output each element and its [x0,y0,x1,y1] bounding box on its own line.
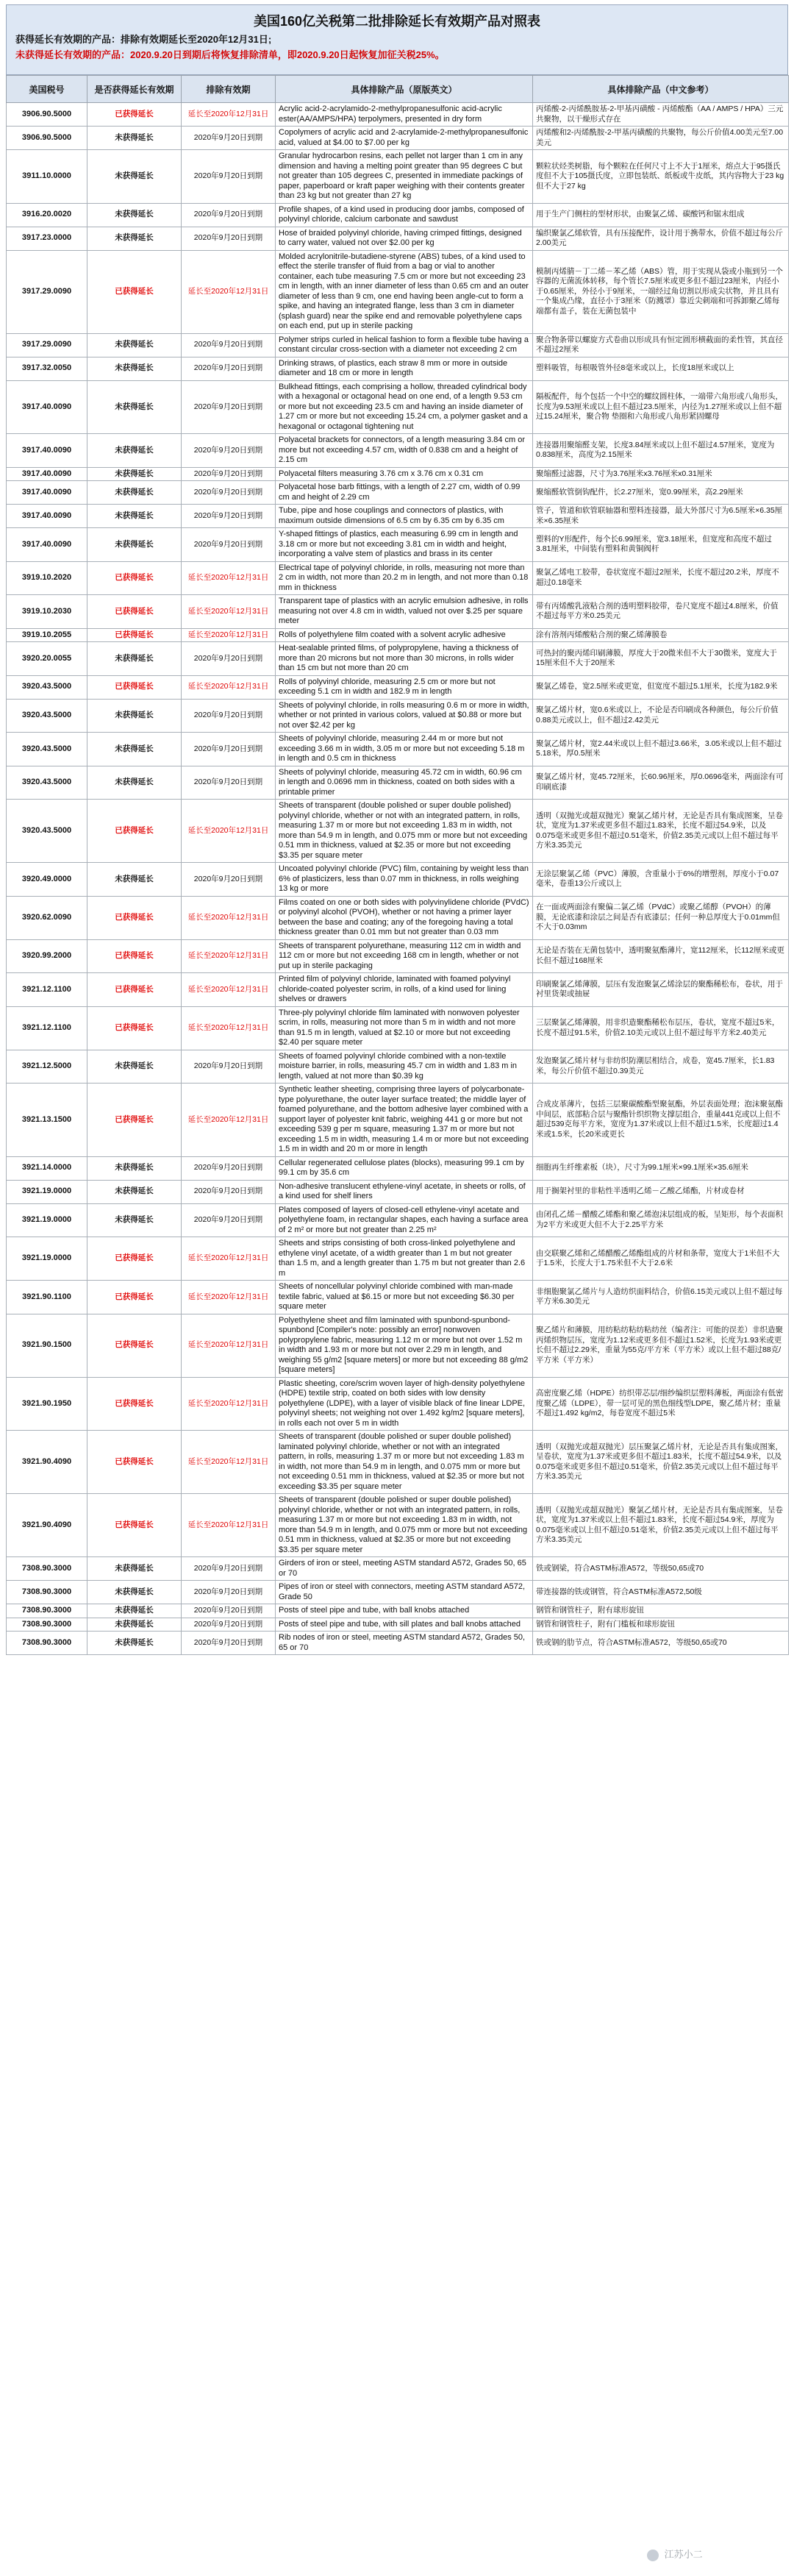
hts-code-cell: 3921.12.1100 [7,1006,87,1050]
product-en-cell: Tube, pipe and hose couplings and connectors of plastics, with maximum outside dimensions of 6.5 cm by 6.35 cm by 6.35 cm [276,505,533,528]
hts-code-cell: 3920.43.5000 [7,699,87,733]
validity-cell: 2020年9月20日到期 [182,1050,276,1084]
table-row [7,1377,789,1431]
hts-code-cell: 3917.40.0090 [7,481,87,505]
table-row [7,481,789,505]
extension-status-cell: 已获得延长 [87,1431,182,1494]
hts-code-cell: 3911.10.0000 [7,150,87,204]
page-title: 美国160亿关税第二批排除延长有效期产品对照表 [253,14,541,29]
product-en-cell: Plastic sheeting, core/scrim woven layer of high-density polyethylene (HDPE) textile strip, coated on both sides with low density polyethylene (LDPE), with a layer of visible black of fine linear LDPE, polyvinyl sheets; not weighing not over 1.492 kg/m2 [square meters], in rolls each not over 5 m in width [276,1377,533,1431]
product-cn-cell: 编织聚氯乙烯软管，具有压接配件，设计用于携带水，价值不超过每公斤2.00美元 [533,227,789,250]
extension-status-cell: 未获得延长 [87,699,182,733]
product-en-cell: Sheets and strips consisting of both cross-linked polyethylene and ethylene vinyl acetate, of a width greater than 1 m but not greater than 1.5 m, and a length greater than 1.75 m but not greater than 2.6 m [276,1237,533,1281]
table-row [7,863,789,897]
validity-cell: 延长至2020年12月31日 [182,1237,276,1281]
validity-cell: 2020年9月20日到期 [182,528,276,562]
validity-cell: 延长至2020年12月31日 [182,675,276,699]
table-row [7,1431,789,1494]
extension-status-cell: 未获得延长 [87,467,182,481]
product-en-cell: Cellular regenerated cellulose plates (blocks), measuring 99.1 cm by 99.1 cm by 35.6 cm [276,1156,533,1180]
table-row [7,1618,789,1632]
validity-cell: 2020年9月20日到期 [182,467,276,481]
extension-status-cell: 未获得延长 [87,1050,182,1084]
validity-cell: 延长至2020年12月31日 [182,595,276,629]
hts-code-cell: 7308.90.3000 [7,1632,87,1655]
extension-status-cell: 已获得延长 [87,939,182,973]
validity-cell: 延长至2020年12月31日 [182,1084,276,1157]
extension-status-cell: 已获得延长 [87,103,182,127]
table-row [7,1494,789,1557]
product-en-cell: Heat-sealable printed films, of polypropylene, having a thickness of more than 20 microns but not more than 30 microns, in rolls wider than 15 cm but not more than 20 cm [276,642,533,676]
validity-cell: 延长至2020年12月31日 [182,103,276,127]
hts-code-cell: 3920.43.5000 [7,766,87,800]
product-cn-cell: 发泡聚氯乙烯片材与非纺织防潮层相结合，成卷，宽45.7厘米，长1.83米，每公斤价值不超过0.39美元 [533,1050,789,1084]
validity-cell: 2020年9月20日到期 [182,127,276,150]
hts-code-cell: 3919.10.2055 [7,628,87,642]
validity-cell: 2020年9月20日到期 [182,357,276,380]
extension-status-cell: 已获得延长 [87,561,182,595]
product-cn-cell: 聚合物条带以螺旋方式卷曲以形成具有恒定圆形横截面的柔性管，其直径不超过2厘米 [533,333,789,357]
hts-code-cell: 3921.19.0000 [7,1180,87,1203]
extension-status-cell: 已获得延长 [87,1377,182,1431]
hts-code-cell: 3919.10.2020 [7,561,87,595]
extension-status-cell: 未获得延长 [87,766,182,800]
hts-code-cell: 3906.90.5000 [7,103,87,127]
hts-code-cell: 3921.90.1950 [7,1377,87,1431]
product-en-cell: Sheets of polyvinyl chloride, measuring 2.44 m or more but not exceeding 3.66 m in width, 3.05 m or more but not exceeding 5.18 m in length and 0.5 cm in thickness [276,733,533,766]
validity-cell: 2020年9月20日到期 [182,1180,276,1203]
extension-status-cell: 未获得延长 [87,434,182,468]
extension-status-cell: 未获得延长 [87,642,182,676]
extension-status-cell: 已获得延长 [87,1494,182,1557]
product-cn-cell: 无涂层聚氯乙烯（PVC）薄膜，含重量小于6%的增塑剂，厚度小于0.07毫米，卷重13公斤或以上 [533,863,789,897]
validity-cell: 2020年9月20日到期 [182,1618,276,1632]
hts-code-cell: 3917.23.0000 [7,227,87,250]
product-cn-cell: 管子，管道和软管联轴器和塑料连接器，最大外部尺寸为6.5厘米×6.35厘米×6.35厘米 [533,505,789,528]
product-cn-cell: 钢管和钢管柱子，附有球形旋钮 [533,1604,789,1618]
product-en-cell: Drinking straws, of plastics, each straw 8 mm or more in outside diameter and 18 cm or more in length [276,357,533,380]
table-row [7,505,789,528]
product-en-cell: Transparent tape of plastics with an acrylic emulsion adhesive, in rolls measuring not over 4.8 cm in width, valued not over $.25 per square meter [276,595,533,629]
table-row [7,595,789,629]
watermark [647,2547,703,2561]
extension-status-cell: 已获得延长 [87,1281,182,1314]
table-row [7,1281,789,1314]
product-cn-cell: 颗粒状烃类树脂，每个颗粒在任何尺寸上不大于1厘米，熔点大于95摄氏度但不大于105摄氏度，立即包装纸、纸板或牛皮纸，其内容物大于23 kg但不大于27 kg [533,150,789,204]
product-cn-cell: 聚氯乙烯卷，宽2.5厘米或更宽，但宽度不超过5.1厘米，长度为182.9米 [533,675,789,699]
page [6,4,788,1655]
table-row [7,766,789,800]
extension-status-cell: 未获得延长 [87,1156,182,1180]
extension-status-cell: 未获得延长 [87,1203,182,1237]
validity-cell: 延长至2020年12月31日 [182,1314,276,1377]
product-en-cell: Sheets of transparent (double polished or super double polished) polyvinyl chloride, whether or not with an integrated pattern, in rolls, measuring 1.37 m or more but not exceeding 1.83 m in width, not more than 54.9 m in length, and 0.075 mm or more but not exceeding 0.51 mm in thickness, valued at $2.35 or more but not exceeding $3.35 per square meter [276,800,533,863]
table-header-row [7,76,789,103]
product-cn-cell: 非细胞聚氯乙烯片与人造纺织面料结合，价值6.15美元或以上但不超过每平方米6.30美元 [533,1281,789,1314]
validity-cell: 2020年9月20日到期 [182,380,276,434]
note-extended: 获得延长有效期的产品：排除有效期延长至2020年12月31日; [15,34,272,45]
product-cn-cell: 无论是否装在无菌包装中，透明聚氨酯薄片，宽112厘米，长112厘米或更长但不超过168厘米 [533,939,789,973]
product-en-cell: Uncoated polyvinyl chloride (PVC) film, containing by weight less than 6% of plasticizers, less than 0.07 mm in thickness, in rolls weighing 13 kg or more [276,863,533,897]
col-product-cn: 具体排除产品（中文参考） [533,76,789,103]
validity-cell: 延长至2020年12月31日 [182,1006,276,1050]
hts-code-cell: 3921.13.1500 [7,1084,87,1157]
extension-status-cell: 未获得延长 [87,1618,182,1632]
extension-status-cell: 已获得延长 [87,250,182,333]
extension-status-cell: 已获得延长 [87,1237,182,1281]
extension-status-cell: 已获得延长 [87,595,182,629]
validity-cell: 延长至2020年12月31日 [182,561,276,595]
product-en-cell: Posts of steel pipe and tube, with sill plates and ball knobs attached [276,1618,533,1632]
product-en-cell: Rolls of polyethylene film coated with a solvent acrylic adhesive [276,628,533,642]
product-cn-cell: 隔板配件，每个包括一个中空的螺纹圆柱体，一端带六角形或八角形头，长度为9.53厘米或以上但不超过23.5厘米，内径为1.27厘米或以上但不超过15.24厘米，聚合物 垫圈和六角形或八角形紧固螺母 [533,380,789,434]
product-cn-cell: 连接器用聚缩醛支架，长度3.84厘米或以上但不超过4.57厘米，宽度为0.838厘米，高度为2.15厘米 [533,434,789,468]
extension-status-cell: 未获得延长 [87,203,182,227]
extension-status-cell: 未获得延长 [87,333,182,357]
validity-cell: 延长至2020年12月31日 [182,628,276,642]
validity-cell: 2020年9月20日到期 [182,150,276,204]
table-row [7,528,789,562]
validity-cell: 2020年9月20日到期 [182,1156,276,1180]
product-en-cell: Polymer strips curled in helical fashion to form a flexible tube having a constant circular cross-section with a diameter not exceeding 2 cm [276,333,533,357]
product-en-cell: Sheets of polyvinyl chloride, measuring 45.72 cm in width, 60.96 cm in length and 0.0696 mm in thickness, coated on both sides with a printable primer [276,766,533,800]
validity-cell: 延长至2020年12月31日 [182,973,276,1007]
hts-code-cell: 3917.40.0090 [7,528,87,562]
validity-cell: 延长至2020年12月31日 [182,1431,276,1494]
table-row [7,1237,789,1281]
product-en-cell: Three-ply polyvinyl chloride film laminated with nonwoven polyester scrim, in rolls, measuring not more than 5 m in width and not more than 91.5 m in length, valued at $2.10 or more but not exceeding $2.40 per square meter [276,1006,533,1050]
header-box [6,4,788,75]
table-row [7,434,789,468]
product-en-cell: Polyacetal brackets for connectors, of a length measuring 3.84 cm or more but not exceeding 4.57 cm, width of 0.838 cm and a height of 2.15 cm [276,434,533,468]
validity-cell: 2020年9月20日到期 [182,1203,276,1237]
product-cn-cell: 钢管和钢管柱子，附有门槛板和球形旋钮 [533,1618,789,1632]
product-en-cell: Rolls of polyvinyl chloride, measuring 2.5 cm or more but not exceeding 5.1 cm in width and 182.9 m in length [276,675,533,699]
table-row [7,1180,789,1203]
hts-code-cell: 3921.14.0000 [7,1156,87,1180]
product-en-cell: Rib nodes of iron or steel, meeting ASTM standard A572, Grades 50, 65 or 70 [276,1632,533,1655]
validity-cell: 2020年9月20日到期 [182,333,276,357]
extension-status-cell: 已获得延长 [87,1084,182,1157]
product-en-cell: Copolymers of acrylic acid and 2-acrylamide-2-methylpropanesulfonic acid, valued at $4.00 to $7.00 per kg [276,127,533,150]
hts-code-cell: 3920.49.0000 [7,863,87,897]
extension-status-cell: 已获得延长 [87,675,182,699]
extension-status-cell: 未获得延长 [87,1604,182,1618]
table-row [7,733,789,766]
product-cn-cell: 透明（双抛光或超双抛光）层压聚氯乙烯片材，无论是否具有集成图案，呈卷状，宽度为1.37米或更多但不超过1.83米，长度不超过54.9米，以及0.075毫米或更多但不超过0.51毫米，价值2.35美元或以上但不超过每平方米3.35美元 [533,1431,789,1494]
extension-status-cell: 未获得延长 [87,357,182,380]
product-cn-cell: 聚缩醛过滤器，尺寸为3.76厘米x3.76厘米x0.31厘米 [533,467,789,481]
hts-code-cell: 3921.12.5000 [7,1050,87,1084]
extension-status-cell: 未获得延长 [87,150,182,204]
hts-code-cell: 3917.40.0090 [7,380,87,434]
product-cn-cell: 在一面或两面涂有聚偏二氯乙烯（PVdC）或聚乙烯醇（PVOH）的薄膜，无论底漆和涂层之间是否有底漆层；任何一种总厚度大于0.01mm但不大于0.03mm [533,896,789,939]
product-cn-cell: 高密度聚乙烯（HDPE）纺织带芯层/细纱编织层塑料薄板，两面涂有低密度聚乙烯（LDPE），带一层可见的黑色细线型LDPE，聚乙烯片材；重量不超过1.492 kg/m2，每卷宽度不超过5米 [533,1377,789,1431]
hts-code-cell: 3920.43.5000 [7,675,87,699]
hts-code-cell: 3921.90.4090 [7,1431,87,1494]
table-row [7,1203,789,1237]
validity-cell: 延长至2020年12月31日 [182,250,276,333]
table-row [7,800,789,863]
product-cn-cell: 带连接器的铁或钢管，符合ASTM标准A572,50级 [533,1581,789,1604]
hts-code-cell: 3921.19.0000 [7,1237,87,1281]
validity-cell: 2020年9月20日到期 [182,766,276,800]
table-row [7,227,789,250]
validity-cell: 2020年9月20日到期 [182,227,276,250]
validity-cell: 2020年9月20日到期 [182,203,276,227]
table-row [7,896,789,939]
extension-status-cell: 未获得延长 [87,481,182,505]
extension-status-cell: 未获得延长 [87,528,182,562]
product-en-cell: Profile shapes, of a kind used in producing door jambs, composed of polyvinyl chloride, calcium carbonate and sawdust [276,203,533,227]
hts-code-cell: 3916.20.0020 [7,203,87,227]
hts-code-cell: 3921.90.4090 [7,1494,87,1557]
hts-code-cell: 3920.43.5000 [7,800,87,863]
validity-cell: 延长至2020年12月31日 [182,800,276,863]
extension-status-cell: 未获得延长 [87,1557,182,1581]
hts-code-cell: 7308.90.3000 [7,1604,87,1618]
validity-cell: 2020年9月20日到期 [182,1604,276,1618]
product-cn-cell: 丙烯酸-2-丙烯酰胺基-2-甲基丙磺酸 - 丙烯酸酯（AA / AMPS / HPA）三元共聚物，以干燥形式存在 [533,103,789,127]
table-row [7,333,789,357]
product-cn-cell: 透明（双抛光或超双抛光）聚氯乙烯片材，无论是否具有集成图案，呈卷状，宽度为1.37米或更多但不超过1.83米，长度不超过54.9米，以及0.075毫米或更多但不超过0.51毫米，价值2.35美元或以上但不超过每平方米3.35美元 [533,800,789,863]
product-en-cell: Acrylic acid-2-acrylamido-2-methylpropanesulfonic acid-acrylic ester(AA/AMPS/HPA) terpolymers, presented in dry form [276,103,533,127]
table-row [7,1314,789,1377]
table-row [7,380,789,434]
extension-status-cell: 已获得延长 [87,1314,182,1377]
table-row [7,467,789,481]
table-row [7,1050,789,1084]
product-cn-cell: 铁或钢梁，符合ASTM标准A572，等级50,65或70 [533,1557,789,1581]
table-row [7,1156,789,1180]
product-cn-cell: 聚乙烯片和薄膜，用纺粘纺粘纺粘纺丝（编者注：可能的误差）非织造聚丙烯织物层压，宽度为1.12米或更多但不超过1.52米，长度为1.93米或更长但不超过2.29米，重量为55克/平方米（平方米）或以上但不超过88克/平方米（平方米） [533,1314,789,1377]
hts-code-cell: 3920.99.2000 [7,939,87,973]
product-en-cell: Sheets of noncellular polyvinyl chloride combined with man-made textile fabric, valued at $6.15 or more but not exceeding $6.30 per square meter [276,1281,533,1314]
note-not-extended: 未获得延长有效期的产品：2020.9.20日到期后将恢复排除清单，即2020.9.20日起恢复加征关税25%。 [15,49,445,60]
validity-cell: 2020年9月20日到期 [182,863,276,897]
product-cn-cell: 三层聚氯乙烯薄膜，用非织造聚酯稀松布层压，卷状，宽度不超过5米，长度不超过91.5米，价值2.10美元或以上但不超过每平方米2.40美元 [533,1006,789,1050]
product-en-cell: Printed film of polyvinyl chloride, laminated with foamed polyvinyl chloride-coated polyester scrim, in rolls, of a kind used for lining shelves or drawers [276,973,533,1007]
hts-code-cell: 3921.12.1100 [7,973,87,1007]
table-body [7,103,789,1655]
table-row [7,150,789,204]
product-cn-cell: 丙烯酸和2-丙烯酰胺-2-甲基丙磺酸的共聚物，每公斤价值4.00美元至7.00美元 [533,127,789,150]
product-en-cell: Sheets of polyvinyl chloride, in rolls measuring 0.6 m or more in width, whether or not printed in various colors, valued at $0.88 or more but not over $2.42 per kg [276,699,533,733]
table-row [7,1632,789,1655]
product-cn-cell: 由闭孔乙烯－醋酸乙烯酯和聚乙烯泡沫层组成的板，呈矩形，每个表面积为2平方米或更大但不大于2.25平方米 [533,1203,789,1237]
validity-cell: 延长至2020年12月31日 [182,1377,276,1431]
hts-code-cell: 3917.29.0090 [7,250,87,333]
extension-status-cell: 已获得延长 [87,896,182,939]
product-cn-cell: 由交联聚乙烯和乙烯醋酸乙烯酯组成的片材和条带，宽度大于1米但不大于1.5米，长度大于1.75米但不大于2.6米 [533,1237,789,1281]
col-product-en: 具体排除产品（原版英文） [276,76,533,103]
product-cn-cell: 透明（双抛光或超双抛光）聚氯乙烯片材，无论是否具有集成图案，呈卷状，宽度为1.37米或以上但不超过1.83米，长度不超过54.9米，厚度为0.075毫米或以上但不超过0.51毫米，价值2.35美元或以上但不超过每平方米3.35美元 [533,1494,789,1557]
extension-status-cell: 已获得延长 [87,1006,182,1050]
validity-cell: 延长至2020年12月31日 [182,939,276,973]
product-en-cell: Synthetic leather sheeting, comprising three layers of polycarbonate-type polyurethane, the outer layer surface treated; the middle layer of foamed polyurethane, and the bottom adhesive layer combined with a support layer of polyester knit fabric, weighing 441 g or more but not exceeding 539 g per m square, measuring 1.37 m or more but not exceeding 1.5 m in width, measuring 1.4 m or more but not exceeding 1.5 m in width and 20 m or more in length [276,1084,533,1157]
product-en-cell: Sheets of foamed polyvinyl chloride combined with a non-textile moisture barrier, in rolls, measuring 45.7 cm in width and 1.83 m in length, valued at not more than $0.39 kg [276,1050,533,1084]
product-en-cell: Films coated on one or both sides with polyvinylidene chloride (PVdC) or polyvinyl alcohol (PVOH), whether or not having a primer layer between the base and coating; any of the foregoing having a total thickness greater than 0.01 mm but not greater than 0.03 mm [276,896,533,939]
table-row [7,203,789,227]
hts-code-cell: 3920.62.0090 [7,896,87,939]
product-cn-cell: 印刷聚氯乙烯薄膜，层压有发泡聚氯乙烯涂层的聚酯稀松布，卷状，用于衬里货架或抽屉 [533,973,789,1007]
product-en-cell: Girders of iron or steel, meeting ASTM standard A572, Grades 50, 65 or 70 [276,1557,533,1581]
product-cn-cell: 铁或钢的肋节点，符合ASTM标准A572，等级50,65或70 [533,1632,789,1655]
product-cn-cell: 细胞再生纤维素板（块），尺寸为99.1厘米×99.1厘米×35.6厘米 [533,1156,789,1180]
table-row [7,699,789,733]
product-cn-cell: 塑料吸管，每根吸管外径8毫米或以上，长度18厘米或以上 [533,357,789,380]
product-cn-cell: 聚氯乙烯片材，宽0.6米或以上，不论是否印刷成各种颜色，每公斤价值0.88美元或以上，但不超过2.42美元 [533,699,789,733]
table-row [7,675,789,699]
product-en-cell: Sheets of transparent (double polished or super double polished) laminated polyvinyl chloride, whether or not with an integrated pattern, in rolls, measuring 1.37 m or more but not exceeding 1.83 m in width, not more than 54.9 m in length, and 0.075 mm or more but not exceeding 0.51 mm in thickness, valued at $2.35 or more but not exceeding $3.35 per square meter [276,1431,533,1494]
table-row [7,642,789,676]
extension-status-cell: 已获得延长 [87,800,182,863]
col-validity: 排除有效期 [182,76,276,103]
validity-cell: 2020年9月20日到期 [182,481,276,505]
product-cn-cell: 可热封的聚丙烯印刷薄膜，厚度大于20微米但不大于30微米，宽度大于15厘米但不大于20厘米 [533,642,789,676]
product-en-cell: Pipes of iron or steel with connectors, meeting ASTM standard A572, Grade 50 [276,1581,533,1604]
extension-status-cell: 未获得延长 [87,863,182,897]
hts-code-cell: 3917.40.0090 [7,505,87,528]
extension-status-cell: 未获得延长 [87,733,182,766]
product-en-cell: Polyacetal hose barb fittings, with a length of 2.27 cm, width of 0.99 cm and height of 2.29 cm [276,481,533,505]
product-cn-cell: 聚氯乙烯片材，宽2.44米或以上但不超过3.66米，3.05米或以上但不超过5.18米，厚0.5厘米 [533,733,789,766]
extension-status-cell: 未获得延长 [87,227,182,250]
product-en-cell: Posts of steel pipe and tube, with ball knobs attached [276,1604,533,1618]
product-en-cell: Sheets of transparent (double polished or super double polished) polyvinyl chloride, whether or not with an integrated pattern, in rolls, measuring 1.37 m or more but not exceeding 1.83 m in width, not more than 54.9 m in length, and 0.075 mm or more but not exceeding 0.51 mm in thickness, valued at $2.35 or more but not exceeding $3.35 per square meter [276,1494,533,1557]
table-row [7,561,789,595]
hts-code-cell: 3917.40.0090 [7,434,87,468]
wechat-logo-icon [647,2550,659,2561]
validity-cell: 2020年9月20日到期 [182,699,276,733]
product-en-cell: Non-adhesive translucent ethylene-vinyl acetate, in sheets or rolls, of a kind used for shelf liners [276,1180,533,1203]
validity-cell: 延长至2020年12月31日 [182,1281,276,1314]
hts-code-cell: 3906.90.5000 [7,127,87,150]
product-cn-cell: 带有丙烯酸乳液粘合剂的透明塑料胶带，卷尺宽度不超过4.8厘米，价值不超过每平方米0.25美元 [533,595,789,629]
hts-code-cell: 7308.90.3000 [7,1557,87,1581]
validity-cell: 延长至2020年12月31日 [182,1494,276,1557]
product-cn-cell: 合成皮革薄片，包括三层聚碳酸酯型聚氨酯，外层表面处理；泡沫聚氨酯中间层，底部粘合层与聚酯针织织物支撑层组合，重量441克或以上但不超过539克每平方米，宽度为1.37米或以上但不超过1.5米，长度超过1.4米或1.5米，长20米或更长 [533,1084,789,1157]
validity-cell: 2020年9月20日到期 [182,1581,276,1604]
product-en-cell: Sheets of transparent polyurethane, measuring 112 cm in width and 112 cm or more but not exceeding 168 cm in length, whether or not put up in sterile packaging [276,939,533,973]
hts-code-cell: 3919.10.2030 [7,595,87,629]
product-en-cell: Molded acrylonitrile-butadiene-styrene (ABS) tubes, of a kind used to effect the sterile transfer of fluid from a bag or vial to another container, each tube measuring 7.5 cm or more but not exceeding 23 cm in length, with an inner diameter of less than 0.65 cm and an outer diameter of less than 9 cm, one end having been angle-cut to form a spike, and having an integrated flange, less than 3 cm in diameter (splash guard) near the spike end and removable polyethylene caps on each end, put up in sterile packing [276,250,533,333]
validity-cell: 2020年9月20日到期 [182,434,276,468]
validity-cell: 延长至2020年12月31日 [182,896,276,939]
table-row [7,103,789,127]
extension-status-cell: 未获得延长 [87,1180,182,1203]
validity-cell: 2020年9月20日到期 [182,1632,276,1655]
table-row [7,1557,789,1581]
watermark-text: 江苏小二 [664,2549,703,2560]
validity-cell: 2020年9月20日到期 [182,505,276,528]
product-cn-cell: 涂有溶剂丙烯酸粘合剂的聚乙烯薄膜卷 [533,628,789,642]
hts-code-cell: 3920.43.5000 [7,733,87,766]
col-extended: 是否获得延长有效期 [87,76,182,103]
table-row [7,250,789,333]
table-row [7,1006,789,1050]
table-row [7,357,789,380]
table-row [7,127,789,150]
product-en-cell: Electrical tape of polyvinyl chloride, in rolls, measuring not more than 2 cm in width, not more than 20.2 m in length, and not more than 0.18 mm in thickness [276,561,533,595]
table-row [7,1084,789,1157]
extension-status-cell: 未获得延长 [87,380,182,434]
hts-code-cell: 3921.19.0000 [7,1203,87,1237]
hts-code-cell: 7308.90.3000 [7,1581,87,1604]
table-row [7,1604,789,1618]
hts-code-cell: 3917.32.0050 [7,357,87,380]
extension-status-cell: 未获得延长 [87,1581,182,1604]
product-en-cell: Granular hydrocarbon resins, each pellet not larger than 1 cm in any dimension and having a melting point greater than 95 degrees C but not greater than 105 degrees C, presented in immediate packings of paper, paperboard or kraft paper weighing with their contents greater than 23 kg but not greater than 27 kg [276,150,533,204]
extension-status-cell: 未获得延长 [87,127,182,150]
extension-status-cell: 已获得延长 [87,628,182,642]
product-en-cell: Plates composed of layers of closed-cell ethylene-vinyl acetate and polyethylene foam, in rectangular shapes, each having a surface area of 2 m² or more but not greater than 2.25 m² [276,1203,533,1237]
col-hts-code: 美国税号 [7,76,87,103]
hts-code-cell: 3917.40.0090 [7,467,87,481]
product-cn-cell: 用于搁架衬里的非粘性半透明乙烯－乙酸乙烯酯，片材或卷材 [533,1180,789,1203]
hts-code-cell: 3921.90.1500 [7,1314,87,1377]
product-en-cell: Y-shaped fittings of plastics, each measuring 6.99 cm in length and 3.18 cm or more but not exceeding 3.81 cm in width and height, incorporating a valve stem of plastics and brass in its center [276,528,533,562]
validity-cell: 2020年9月20日到期 [182,1557,276,1581]
table-row [7,628,789,642]
product-en-cell: Polyethylene sheet and film laminated with spunbond-spunbond-spunbond [Compiler's note: possibly an error] nonwoven polypropylene fabric, measuring 1.12 m or more but not over 1.52 m in width and 1.93 m or more but not over 2.29 m in length, and weighing 55 g/m2 [square meters] or more but not exceeding 88 g/m2 [square meters] [276,1314,533,1377]
validity-cell: 2020年9月20日到期 [182,642,276,676]
product-en-cell: Hose of braided polyvinyl chloride, having crimped fittings, designed to carry water, valued not over $2.00 per kg [276,227,533,250]
extension-status-cell: 未获得延长 [87,1632,182,1655]
table-row [7,1581,789,1604]
product-cn-cell: 模制丙烯腈－丁二烯－苯乙烯（ABS）管，用于实现从袋或小瓶到另一个容器的无菌流体转移，每个管长7.5厘米或更多但不超过23厘米，内径小于0.65厘米，外径小于9厘米，一端经过角切割以形成尖状物，并且具有一个集成凸缘，直径小于3厘米（防溅罩）靠近尖刺端和可拆卸聚乙烯每端都有盖子，装在无菌包装中 [533,250,789,333]
table-row [7,939,789,973]
extension-status-cell: 未获得延长 [87,505,182,528]
product-en-cell: Bulkhead fittings, each comprising a hollow, threaded cylindrical body with a hexagonal or octagonal head on one end, of a length 9.53 cm or more but not exceeding 23.5 cm and having an inside diameter of 1.27 cm or more but not exceeding 15.24 cm, a polymer gasket and a hexagonal or octagonal tightening nut [276,380,533,434]
product-cn-cell: 用于生产门侧柱的型材形状，由聚氯乙烯、碳酸钙和锯末组成 [533,203,789,227]
exclusion-table [6,75,789,1655]
extension-status-cell: 已获得延长 [87,973,182,1007]
table-row [7,973,789,1007]
product-cn-cell: 聚氯乙烯片材，宽45.72厘米，长60.96厘米，厚0.0696毫米，两面涂有可印刷底漆 [533,766,789,800]
hts-code-cell: 3920.20.0055 [7,642,87,676]
product-cn-cell: 聚缩醛软管倒钩配件，长2.27厘米，宽0.99厘米，高2.29厘米 [533,481,789,505]
hts-code-cell: 3917.29.0090 [7,333,87,357]
hts-code-cell: 3921.90.1100 [7,1281,87,1314]
product-en-cell: Polyacetal filters measuring 3.76 cm x 3.76 cm x 0.31 cm [276,467,533,481]
product-cn-cell: 塑料的Y形配件，每个长6.99厘米，宽3.18厘米，但宽度和高度不超过3.81厘米，中间装有塑料和黄铜阀杆 [533,528,789,562]
validity-cell: 2020年9月20日到期 [182,733,276,766]
product-cn-cell: 聚氯乙烯电工胶带，卷状宽度不超过2厘米，长度不超过20.2米，厚度不超过0.18毫米 [533,561,789,595]
hts-code-cell: 7308.90.3000 [7,1618,87,1632]
